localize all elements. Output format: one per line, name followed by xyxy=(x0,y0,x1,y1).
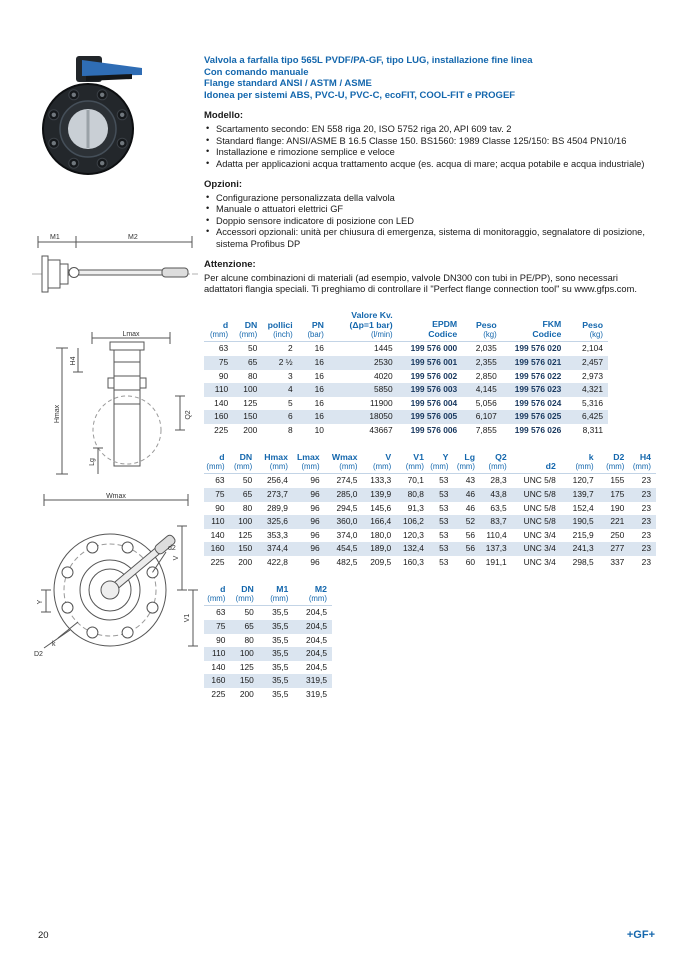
attention-note: Per alcune combinazioni di materiali (ad esempio, valvole DN300 con tubi in PE/PP), sono necessari adattatori flangia speciali. Ti preghiamo di controllare il "Perfect flange connection tool" su www.gfps.com. xyxy=(204,273,637,295)
table-cell: 35,5 xyxy=(272,688,289,699)
column-header: DN (mm) xyxy=(230,584,258,606)
table-cell: 199 576 003 xyxy=(398,383,463,397)
dim-label-m1: M1 xyxy=(50,234,60,241)
table-cell: 75 xyxy=(204,356,233,370)
table-cell: 100 xyxy=(233,383,262,397)
list-item: • Installazione e rimozione semplice e veloce xyxy=(204,147,656,158)
valve-photo xyxy=(36,50,146,178)
table-cell: 160 xyxy=(204,674,230,688)
table-cell: 191,1 xyxy=(485,556,507,567)
table-cell: 23 xyxy=(629,488,656,502)
column-header: d (mm) xyxy=(204,452,230,474)
list-item: • Manuale o attuatori elettrici GF xyxy=(204,204,656,215)
table-cell: 190 xyxy=(610,502,625,513)
table-cell: 337 xyxy=(610,556,625,567)
column-header: Q2 (mm) xyxy=(480,452,512,474)
title-line: Con comando manuale xyxy=(204,66,309,78)
table-cell: 199 576 004 xyxy=(410,397,458,408)
section-heading-attenzione: Attenzione: xyxy=(204,259,256,271)
table-cell: 80 xyxy=(247,370,258,381)
table-row xyxy=(204,674,332,688)
flange-view-drawing xyxy=(30,490,202,658)
table-cell: UNC 3/4 xyxy=(523,529,556,540)
table-cell: 65 xyxy=(230,620,258,634)
title-line: Idonea per sistemi ABS, PVC-U, PVC-C, ecoFIT, COOL-FIT e PROGEF xyxy=(204,89,516,101)
table-cell: 63 xyxy=(216,607,226,618)
table-cell: 120,7 xyxy=(572,475,594,486)
content-column xyxy=(204,55,656,702)
table-cell: 482,5 xyxy=(336,556,358,567)
table-cell: 5 xyxy=(288,397,293,408)
table-cell: 140 xyxy=(210,529,225,540)
table-cell: 80,8 xyxy=(396,488,429,502)
table-cell: 4,145 xyxy=(462,383,502,397)
table-cell: 11900 xyxy=(369,397,393,408)
table-cell: 5850 xyxy=(329,383,398,397)
table-cell: 16 xyxy=(298,356,329,370)
table-cell: 190,5 xyxy=(561,515,599,529)
front-view-drawing xyxy=(52,328,202,480)
table-cell: 23 xyxy=(641,502,651,513)
dim-label-h4: H4 xyxy=(70,356,77,366)
column-header: d2 xyxy=(512,452,561,474)
table-cell: 199 576 025 xyxy=(502,410,567,424)
table-cell: 150 xyxy=(230,674,258,688)
table-row xyxy=(204,515,656,529)
handle-dimensions-table xyxy=(204,584,332,702)
dim-label-v1: V1 xyxy=(184,613,191,623)
table-cell: 50 xyxy=(247,343,258,354)
table-cell: UNC 5/8 xyxy=(523,502,556,513)
table-cell: 199 576 022 xyxy=(514,370,562,381)
table-cell: 6,107 xyxy=(462,410,502,424)
table-cell: 2,104 xyxy=(582,343,603,354)
table-cell: 2 xyxy=(288,343,293,354)
table-cell: 18050 xyxy=(329,410,398,424)
table-cell: 63,5 xyxy=(490,502,507,513)
column-header: DN (mm) xyxy=(233,310,262,342)
table-cell: 155 xyxy=(610,475,625,486)
title-line: Valvola a farfalla tipo 565L PVDF/PA-GF, tipo LUG, installazione fine linea xyxy=(204,55,533,66)
table-cell: 225 xyxy=(210,556,225,567)
table-cell: 200 xyxy=(243,425,258,435)
table-cell: 35,5 xyxy=(272,661,289,672)
table-cell: 5,056 xyxy=(475,397,497,408)
dim-label-m2: M2 xyxy=(128,234,138,241)
table-row xyxy=(204,606,332,620)
table-cell: 4,321 xyxy=(566,383,608,397)
list-item: • Scartamento secondo: EN 558 riga 20, ISO 5752 riga 20, API 609 tav. 2 xyxy=(204,124,656,135)
table-cell: 160 xyxy=(204,410,233,424)
column-header: PN (bar) xyxy=(298,310,329,342)
table-cell: 70,1 xyxy=(407,475,424,486)
table-cell: 1445 xyxy=(373,343,393,354)
table-cell: 8 xyxy=(288,425,293,435)
table-cell: 150 xyxy=(230,542,258,556)
table-cell: 2,355 xyxy=(462,356,502,370)
table-cell: 250 xyxy=(610,529,625,540)
list-item: • Configurazione personalizzata della valvola xyxy=(204,193,656,204)
table-cell: 16 xyxy=(314,343,324,354)
table-cell: 4020 xyxy=(373,370,393,381)
title-line: Flange standard ANSI / ASTM / ASME xyxy=(204,78,372,90)
table-cell: 90 xyxy=(218,370,229,381)
table-cell: 152,4 xyxy=(572,502,594,513)
column-header: H4 (mm) xyxy=(629,452,656,474)
table-row xyxy=(204,488,656,502)
table-cell: 63 xyxy=(218,343,229,354)
dim-label-q2: Q2 xyxy=(185,410,192,420)
table-cell: 63 xyxy=(215,475,225,486)
table-cell: 139,7 xyxy=(561,488,599,502)
table-row xyxy=(204,634,332,648)
header-row xyxy=(204,452,656,474)
table-cell: 16 xyxy=(314,397,324,408)
table-cell: 53 xyxy=(439,529,449,540)
modello-bullet-list xyxy=(204,124,656,170)
table-cell: 56 xyxy=(465,529,476,540)
table-cell: 2,457 xyxy=(566,356,608,370)
list-item: • Accessori opzionali: unità per chiusura di emergenza, sistema di monitoraggio, segnalatore di posizione, sistema Profibus DP xyxy=(204,227,656,250)
table-cell: 180,0 xyxy=(370,529,392,540)
table-cell: 3 xyxy=(288,370,293,381)
table-cell: 204,5 xyxy=(306,634,327,645)
table-cell: 23 xyxy=(629,542,656,556)
column-header: M2 (mm) xyxy=(293,584,332,606)
table-cell: 7,855 xyxy=(475,425,497,435)
table-cell: 277 xyxy=(599,542,630,556)
table-cell: 96 xyxy=(310,475,320,486)
column-header: Wmax (mm) xyxy=(325,452,363,474)
table-cell: 43 xyxy=(465,475,476,486)
table-cell: 53 xyxy=(439,502,449,513)
table-cell: 35,5 xyxy=(259,674,294,688)
table-cell: 35,5 xyxy=(259,620,294,634)
table-cell: 353,3 xyxy=(266,529,288,540)
column-header: EPDM Codice xyxy=(398,310,463,342)
table-cell: 199 576 001 xyxy=(398,356,463,370)
table-cell: 125 xyxy=(243,397,258,408)
table-cell: 100 xyxy=(230,647,258,661)
section-heading-opzioni: Opzioni: xyxy=(204,179,242,190)
table-row xyxy=(204,688,332,702)
list-item: • Standard flange: ANSI/ASME B 16.5 Classe 150. BS1560: 1989 Classe 125/150: BS 4504 PN10/16 xyxy=(204,136,656,147)
table-row xyxy=(204,383,608,397)
column-header: V1 (mm) xyxy=(396,452,429,474)
gf-logo: +GF+ xyxy=(626,929,655,941)
table-cell: 96 xyxy=(310,556,320,567)
column-header: Peso (kg) xyxy=(566,310,608,342)
page-title xyxy=(204,55,656,101)
table-cell: 96 xyxy=(310,529,320,540)
table-cell: 199 576 026 xyxy=(514,425,562,435)
table-row xyxy=(204,370,608,384)
column-header: D2 (mm) xyxy=(599,452,630,474)
table-cell: 204,5 xyxy=(293,620,332,634)
column-header: Valore Kv. (Δp=1 bar) (l/min) xyxy=(329,310,398,342)
table-cell: 150 xyxy=(233,410,262,424)
table-cell: 256,4 xyxy=(266,475,288,486)
table-cell: 5,316 xyxy=(582,397,603,408)
table-row xyxy=(204,356,608,370)
table-cell: 50 xyxy=(244,607,254,618)
opzioni-bullet-list xyxy=(204,193,656,250)
dimensions-table xyxy=(204,452,656,570)
table-cell: 140 xyxy=(211,661,226,672)
dim-label-lmax: Lmax xyxy=(122,331,140,338)
table-cell: UNC 5/8 xyxy=(512,515,561,529)
table-row xyxy=(204,620,332,634)
table-cell: 139,9 xyxy=(362,488,396,502)
table-cell: 325,6 xyxy=(257,515,293,529)
table-cell: 319,5 xyxy=(293,674,332,688)
table-cell: 422,8 xyxy=(266,556,288,567)
table-cell: 199 576 005 xyxy=(398,410,463,424)
dim-label-v: V xyxy=(173,555,180,561)
table-row xyxy=(204,474,656,488)
table-cell: 204,5 xyxy=(306,607,327,618)
table-cell: 53 xyxy=(439,556,449,567)
table-cell: 43,8 xyxy=(480,488,512,502)
column-header: pollici (inch) xyxy=(262,310,297,342)
table-cell: 2,850 xyxy=(475,370,497,381)
table-cell: 137,3 xyxy=(480,542,512,556)
table-cell: 298,5 xyxy=(572,556,594,567)
page-number: 20 xyxy=(38,930,49,941)
table-cell: 46 xyxy=(453,488,480,502)
table-cell: 16 xyxy=(314,370,324,381)
column-header: d (mm) xyxy=(204,310,233,342)
table-cell: 289,9 xyxy=(266,502,288,513)
table-cell: 56 xyxy=(453,542,480,556)
table-cell: 96 xyxy=(310,502,320,513)
table-cell: 4 xyxy=(262,383,297,397)
table-cell: 221 xyxy=(599,515,630,529)
column-header: k (mm) xyxy=(561,452,599,474)
header-row xyxy=(204,584,332,606)
table-cell: 106,2 xyxy=(396,515,429,529)
table-cell: 10 xyxy=(314,425,324,435)
table-cell: 23 xyxy=(629,515,656,529)
order-data-table xyxy=(204,310,608,438)
table-cell: 23 xyxy=(641,556,651,567)
table-cell: 273,7 xyxy=(257,488,293,502)
dim-label-k: k xyxy=(52,641,56,648)
table-cell: 6 xyxy=(262,410,297,424)
table-cell: 110 xyxy=(204,647,230,661)
column-header: Lmax (mm) xyxy=(293,452,325,474)
table-cell: 454,5 xyxy=(325,542,363,556)
table-cell: 110 xyxy=(204,383,233,397)
table-cell: 43667 xyxy=(369,425,393,435)
table-cell: 60 xyxy=(465,556,476,567)
table-cell: 133,3 xyxy=(370,475,392,486)
table-cell: 225 xyxy=(211,688,226,699)
table-cell: 96 xyxy=(293,488,325,502)
table-cell: 65 xyxy=(230,488,258,502)
section-heading-modello: Modello: xyxy=(204,110,244,122)
dim-label-y: Y xyxy=(37,599,44,605)
table-cell: 35,5 xyxy=(272,607,289,618)
table-cell: 374,0 xyxy=(336,529,358,540)
table-cell: 53 xyxy=(439,475,449,486)
table-cell: 199 576 020 xyxy=(514,343,562,354)
table-cell: 199 576 006 xyxy=(410,425,458,435)
table-row xyxy=(204,661,332,675)
table-cell: 6,425 xyxy=(566,410,608,424)
list-item: • Adatta per applicazioni acqua trattamento acque (es. acqua di mare; acqua potabile e acqua industriale) xyxy=(204,159,656,170)
table-cell: 23 xyxy=(641,475,651,486)
table-cell: 274,5 xyxy=(336,475,358,486)
table-cell: 2530 xyxy=(329,356,398,370)
table-cell: 160,3 xyxy=(402,556,424,567)
table-cell: 65 xyxy=(233,356,262,370)
dim-label-hmax: Hmax xyxy=(54,404,61,424)
table-cell: 53 xyxy=(429,488,454,502)
table-cell: 2 ½ xyxy=(262,356,297,370)
table-cell: 50 xyxy=(242,475,253,486)
table-cell: 83,7 xyxy=(480,515,512,529)
table-cell: 209,5 xyxy=(370,556,392,567)
table-cell: 28,3 xyxy=(490,475,507,486)
table-cell: 204,5 xyxy=(293,647,332,661)
table-cell: 166,4 xyxy=(362,515,396,529)
table-cell: 96 xyxy=(293,515,325,529)
table-cell: 100 xyxy=(230,515,258,529)
table-row xyxy=(204,397,608,411)
table-cell: 199 576 024 xyxy=(514,397,562,408)
table-cell: 125 xyxy=(239,661,254,672)
table-row xyxy=(204,410,608,424)
table-cell: 199 576 021 xyxy=(502,356,567,370)
column-header: FKM Codice xyxy=(502,310,567,342)
table-cell: UNC 5/8 xyxy=(523,475,556,486)
dim-label-lg: Lg xyxy=(89,458,96,466)
table-cell: 16 xyxy=(298,383,329,397)
table-cell: 189,0 xyxy=(362,542,396,556)
table-cell: UNC 5/8 xyxy=(512,488,561,502)
column-header: Y (mm) xyxy=(429,452,454,474)
column-header: Peso (kg) xyxy=(462,310,502,342)
column-header: DN (mm) xyxy=(230,452,258,474)
table-cell: 35,5 xyxy=(272,634,289,645)
table-cell: 52 xyxy=(453,515,480,529)
table-cell: 23 xyxy=(641,529,651,540)
column-header: d (mm) xyxy=(204,584,230,606)
table-cell: 46 xyxy=(465,502,476,513)
table-row xyxy=(204,342,608,356)
table-cell: 160 xyxy=(204,542,230,556)
table-cell: 225 xyxy=(214,425,229,435)
table-cell: UNC 3/4 xyxy=(523,556,556,567)
table-cell: 53 xyxy=(429,515,454,529)
header-row xyxy=(204,310,608,342)
table-cell: 140 xyxy=(214,397,229,408)
table-row xyxy=(204,502,656,516)
table-cell: 80 xyxy=(244,634,254,645)
table-cell: 199 576 002 xyxy=(410,370,458,381)
dim-label-wmax: Wmax xyxy=(106,493,126,500)
column-header: M1 (mm) xyxy=(259,584,294,606)
table-cell: 53 xyxy=(429,542,454,556)
table-cell: 285,0 xyxy=(325,488,363,502)
table-cell: 2,973 xyxy=(582,370,603,381)
table-cell: 200 xyxy=(238,556,253,567)
table-cell: 91,3 xyxy=(407,502,424,513)
table-cell: UNC 3/4 xyxy=(512,542,561,556)
table-cell: 145,6 xyxy=(370,502,392,513)
table-cell: 204,5 xyxy=(306,661,327,672)
table-cell: 200 xyxy=(239,688,254,699)
table-cell: 175 xyxy=(599,488,630,502)
table-cell: 2,035 xyxy=(475,343,497,354)
table-cell: 241,3 xyxy=(561,542,599,556)
table-cell: 215,9 xyxy=(572,529,594,540)
table-cell: 120,3 xyxy=(402,529,424,540)
table-cell: 360,0 xyxy=(325,515,363,529)
table-cell: 80 xyxy=(242,502,253,513)
table-cell: 35,5 xyxy=(259,647,294,661)
table-cell: 8,311 xyxy=(582,425,603,435)
table-cell: 374,4 xyxy=(257,542,293,556)
column-header: Hmax (mm) xyxy=(257,452,293,474)
table-cell: 319,5 xyxy=(306,688,327,699)
table-cell: 90 xyxy=(216,634,226,645)
table-row xyxy=(204,542,656,556)
table-cell: 132,4 xyxy=(396,542,429,556)
table-cell: 199 576 000 xyxy=(410,343,458,354)
dim-label-d2-big: D2 xyxy=(34,651,43,658)
table-row xyxy=(204,424,608,438)
side-view-drawing xyxy=(30,230,202,294)
dim-label-d2-hole: d2 xyxy=(168,545,176,552)
table-cell: 110,4 xyxy=(486,529,507,540)
table-row xyxy=(204,556,656,570)
table-cell: 75 xyxy=(204,620,230,634)
column-header: V (mm) xyxy=(362,452,396,474)
table-cell: 199 576 023 xyxy=(502,383,567,397)
list-item: • Doppio sensore indicatore di posizione con LED xyxy=(204,216,656,227)
table-cell: 16 xyxy=(298,410,329,424)
table-row xyxy=(204,529,656,543)
table-cell: 110 xyxy=(204,515,230,529)
table-cell: 294,5 xyxy=(336,502,358,513)
table-cell: 75 xyxy=(204,488,230,502)
table-cell: 90 xyxy=(215,502,225,513)
column-header: Lg (mm) xyxy=(453,452,480,474)
table-cell: 125 xyxy=(238,529,253,540)
table-row xyxy=(204,647,332,661)
table-cell: 96 xyxy=(293,542,325,556)
